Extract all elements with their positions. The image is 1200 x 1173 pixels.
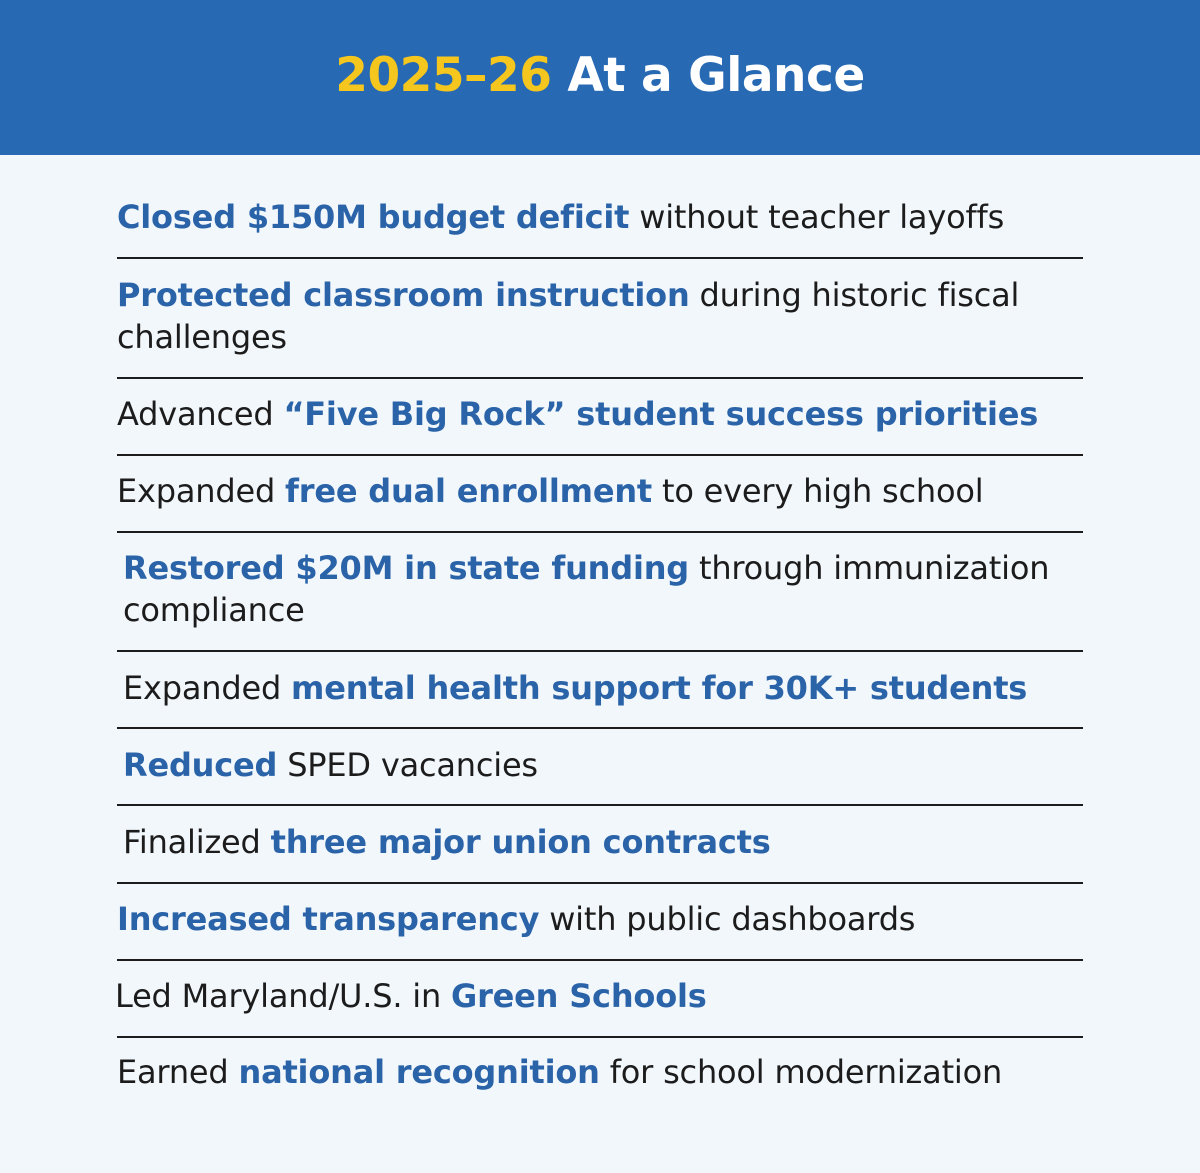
item-highlight: national recognition — [238, 1053, 600, 1091]
divider — [117, 1036, 1083, 1038]
list-item — [117, 898, 1117, 940]
item-lead: Advanced — [117, 395, 284, 433]
item-lead: Expanded — [117, 472, 286, 510]
item-highlight: Reduced — [123, 746, 278, 784]
item-highlight: free dual enrollment — [285, 472, 653, 510]
item-tail: to every high school — [652, 472, 984, 510]
item-tail: with public dashboards — [539, 900, 916, 938]
title-text: At a Glance — [567, 48, 865, 103]
item-tail: without teacher layoffs — [629, 198, 1005, 236]
divider — [117, 882, 1083, 884]
list-item — [123, 667, 1123, 709]
item-highlight: mental health support for 30K+ students — [291, 669, 1028, 707]
item-tail: for school modernization — [599, 1053, 1003, 1091]
divider — [117, 531, 1083, 533]
divider — [117, 959, 1083, 961]
list-item — [117, 274, 1057, 358]
item-highlight: Closed $150M budget deficit — [117, 198, 630, 236]
title-year: 2025–26 — [335, 48, 552, 103]
list-item — [117, 470, 1117, 512]
item-lead: Led Maryland/U.S. in — [115, 977, 452, 1015]
divider — [117, 727, 1083, 729]
divider — [117, 650, 1083, 652]
list-item — [115, 975, 1115, 1017]
list-item — [117, 196, 1097, 238]
list-item — [117, 1051, 1117, 1093]
divider — [117, 257, 1083, 259]
list-item — [117, 393, 1117, 435]
item-highlight: Restored $20M in state funding — [123, 549, 690, 587]
list-item — [123, 547, 1083, 631]
list-item — [123, 821, 1123, 863]
divider — [117, 454, 1083, 456]
item-lead: Expanded — [123, 669, 292, 707]
item-tail: through immunization compliance — [123, 549, 1050, 629]
item-lead: Earned — [117, 1053, 239, 1091]
divider — [117, 804, 1083, 806]
divider — [117, 377, 1083, 379]
item-lead: Finalized — [123, 823, 271, 861]
item-highlight: Green Schools — [451, 977, 707, 1015]
item-highlight: “Five Big Rock” student success priorities — [283, 395, 1039, 433]
item-tail: SPED vacancies — [277, 746, 538, 784]
item-highlight: Increased transparency — [117, 900, 540, 938]
item-highlight: three major union contracts — [270, 823, 771, 861]
item-highlight: Protected classroom instruction — [117, 276, 690, 314]
list-item — [123, 744, 1123, 786]
item-tail: during historic fiscal challenges — [117, 276, 1020, 356]
